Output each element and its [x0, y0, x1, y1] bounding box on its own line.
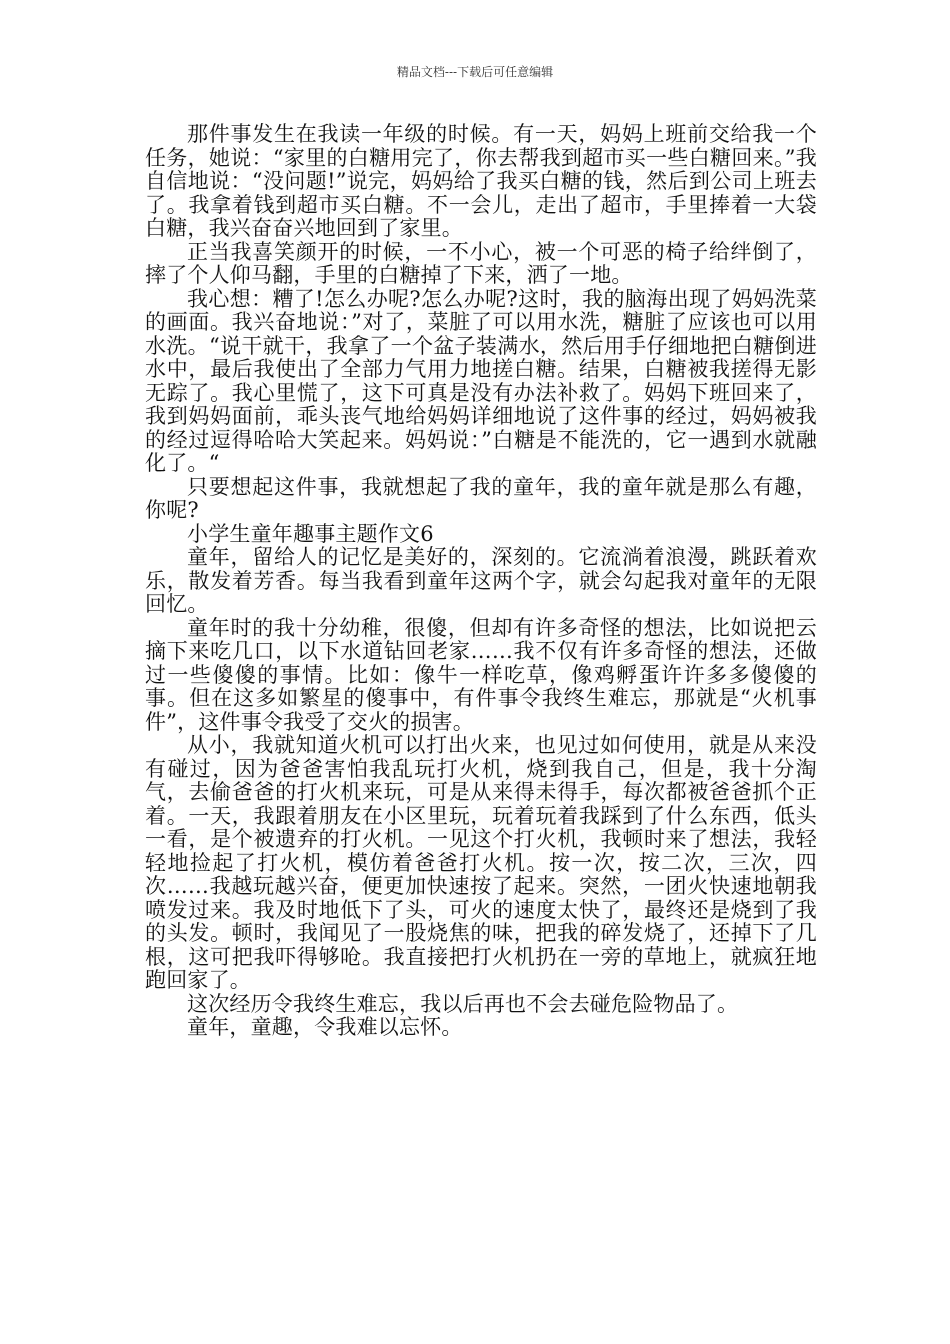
paragraph: 只要想起这件事，我就想起了我的童年，我的童年就是那么有趣，你呢? [145, 474, 817, 522]
paragraph: 我心想：糟了!怎么办呢?怎么办呢?这时，我的脑海出现了妈妈洗菜的画面。我兴奋地说：”对了，菜脏了可以用水洗，糖脏了应该也可以用水洗。“说干就干，我拿了一个盆子装满水，然后用手仔细地把白糖倒进水中，最后我使出了全部力气用力地搓白糖。结果，白糖被我搓得无影无踪了。我心里慌了，这下可真是没有办法补救了。妈妈下班回来了，我到妈妈面前，乖头丧气地给妈妈详细地说了这件事的经过，妈妈被我的经过逗得哈哈大笑起来。妈妈说：”白糖是不能洗的，它一遇到水就融化了。“ [145, 286, 817, 475]
paragraph: 这次经历令我终生难忘，我以后再也不会去碰危险物品了。 [187, 991, 739, 1016]
page-header: 精品文档---下载后可任意编辑 [396, 65, 554, 79]
paragraph: 童年时的我十分幼稚，很傻，但却有许多奇怪的想法，比如说把云摘下来吃几口，以下水道钻回老家……我不仅有许多奇怪的想法，还做过一些傻傻的事情。比如：像牛一样吃草，像鸡孵蛋许许多多傻傻的事。但在这多如繁星的傻事中，有件事令我终生难忘，那就是“火机事件”，这件事令我受了交火的损害。 [145, 615, 817, 734]
document-body [145, 123, 817, 1040]
paragraph: 那件事发生在我读一年级的时候。有一天，妈妈上班前交给我一个任务，她说：“家里的白糖用完了，你去帮我到超市买一些白糖回来。”我自信地说：“没问题!”说完，妈妈给了我买白糖的钱，然后到公司上班去了。我拿着钱到超市买白糖。不一会儿，走出了超市，手里捧着一大袋白糖，我兴奋奋兴地回到了家里。 [145, 122, 817, 240]
paragraph: 童年，留给人的记忆是美好的，深刻的。它流淌着浪漫，跳跃着欢乐，散发着芳香。每当我看到童年这两个字，就会勾起我对童年的无限回忆。 [145, 545, 817, 616]
paragraph: 从小，我就知道火机可以打出火来，也见过如何使用，就是从来没有碰过，因为爸爸害怕我乱玩打火机，烧到我自己，但是，我十分淘气，去偷爸爸的打火机来玩，可是从来得未得手，每次都被爸爸抓个正着。一天，我跟着朋友在小区里玩，玩着玩着我踩到了什么东西，低头一看，是个被遗弃的打火机。一见这个打火机，我顿时来了想法，我轻轻地捡起了打火机，模仿着爸爸打火机。按一次，按二次，三次，四次……我越玩越兴奋，便更加快速按了起来。突然，一团火快速地朝我喷发过来。我及时地低下了头，可火的速度太快了，最终还是烧到了我的头发。顿时，我闻见了一股烧焦的味，把我的碎发烧了，还掉下了几根，这可把我吓得够呛。我直接把打火机扔在一旁的草地上，就疯狂地跑回家了。 [145, 733, 817, 992]
paragraph: 正当我喜笑颜开的时候，一不小心，被一个可恶的椅子给绊倒了，摔了个人仰马翻，手里的白糖掉了下来，洒了一地。 [145, 239, 817, 287]
paragraph: 童年，童趣，令我难以忘怀。 [187, 1015, 463, 1039]
section-title: 小学生童年趣事主题作文6 [187, 521, 434, 546]
